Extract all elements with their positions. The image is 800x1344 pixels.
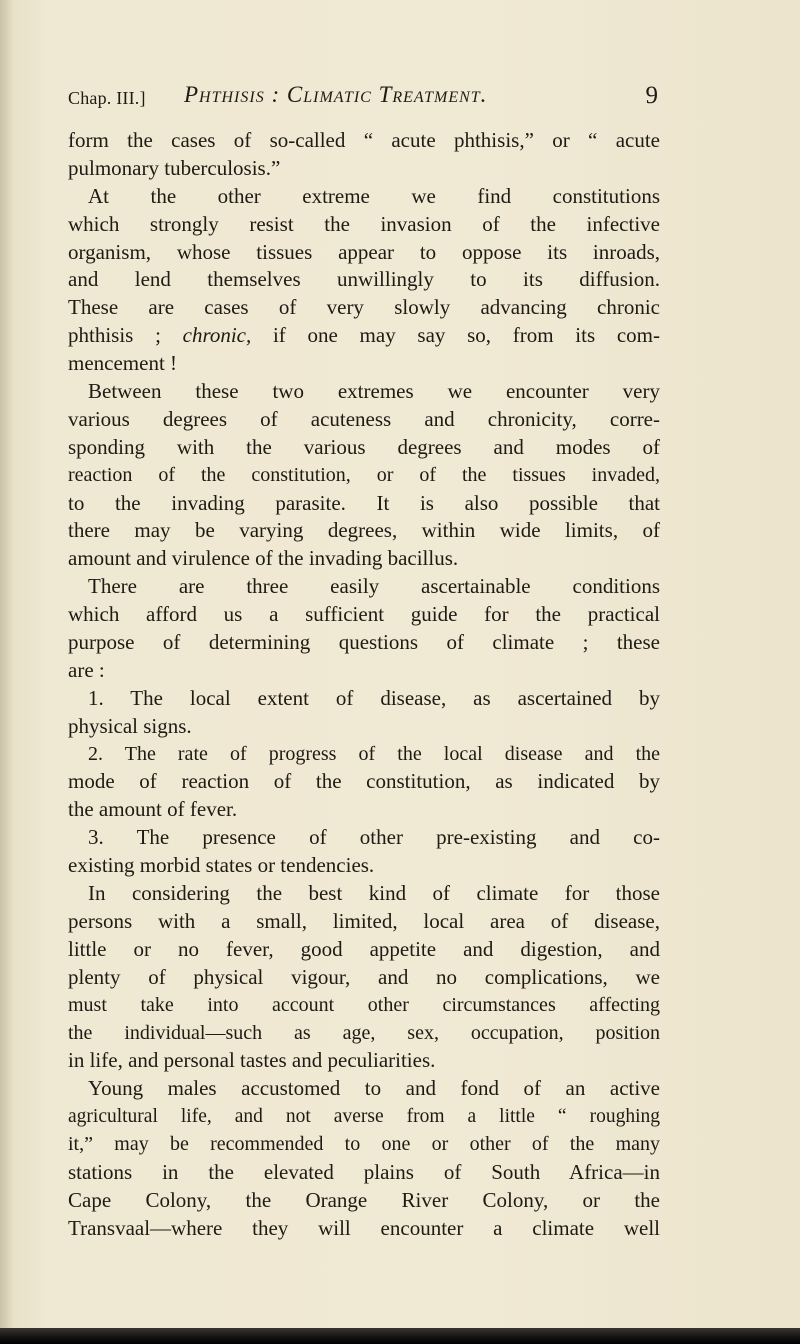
page-gutter-shadow	[0, 0, 14, 1344]
paragraph-start-line: There are three easily ascertainable conditions	[88, 574, 660, 599]
text-line: agricultural life, and not averse from a little “ roughing	[68, 1106, 660, 1128]
text-line: pulmonary tuberculosis.”	[68, 155, 281, 180]
list-item-line: 3. The presence of other pre-existing and co-	[88, 825, 660, 850]
paragraph-start-line: Young males accustomed to and fond of an active	[88, 1076, 660, 1101]
text-line: in life, and personal tastes and peculiarities.	[68, 1048, 436, 1073]
text-line: form the cases of so-called “ acute phthisis,” or “ acute	[68, 128, 660, 152]
text-line: organism, whose tissues appear to oppose its inroads,	[68, 239, 660, 264]
text-line: the amount of fever.	[68, 797, 238, 822]
running-header	[68, 82, 658, 116]
body-text	[68, 127, 660, 1243]
list-item-line: 2. The rate of progress of the local disease and the	[88, 742, 660, 765]
list-item-line: 1. The local extent of disease, as ascertained by	[88, 685, 660, 710]
text-line: amount and virulence of the invading bacillus.	[68, 546, 459, 571]
scan-edge-bar	[0, 1328, 800, 1344]
text-line: which strongly resist the invasion of the infective	[68, 211, 660, 236]
text-line: must take into account other circumstances affecting	[68, 993, 660, 1016]
text-line: which afford us a sufficient guide for the practical	[68, 602, 660, 627]
text-line: there may be varying degrees, within wide limits, of	[68, 518, 660, 543]
text-line: various degrees of acuteness and chronicity, corre-	[68, 406, 660, 431]
chapter-label: Chap. III.]	[68, 88, 146, 108]
text-line: it,” may be recommended to one or other of the many	[68, 1133, 660, 1156]
text-line: sponding with the various degrees and modes of	[68, 434, 660, 459]
text-line: plenty of physical vigour, and no complications, we	[68, 964, 660, 989]
text-line: mode of reaction of the constitution, as indicated by	[68, 769, 660, 794]
text-line: existing morbid states or tendencies.	[68, 853, 375, 878]
text-segment: if one may say so, from its com-	[272, 323, 661, 348]
text-line: stations in the elevated plains of South Africa—in	[68, 1159, 660, 1184]
text-line: Cape Colony, the Orange River Colony, or the	[68, 1187, 660, 1212]
page-number: 9	[645, 82, 658, 109]
text-line: Transvaal—where they will encounter a climate well	[68, 1215, 660, 1240]
paragraph-start-line: At the other extreme we find constitutions	[88, 183, 660, 208]
text-line: are :	[68, 657, 105, 682]
text-line: persons with a small, limited, local area of disease,	[68, 908, 660, 933]
paragraph-start-line: Between these two extremes we encounter very	[88, 379, 660, 404]
text-line: little or no fever, good appetite and digestion, and	[68, 936, 660, 961]
text-line: and lend themselves unwillingly to its diffusion.	[68, 267, 660, 292]
running-title: Phthisis : Climatic Treatment.	[184, 82, 488, 107]
paragraph-start-line: In considering the best kind of climate for those	[88, 881, 660, 906]
text-line	[68, 322, 660, 350]
text-segment: phthisis ;	[68, 323, 161, 348]
text-line: the individual—such as age, sex, occupation, position	[68, 1021, 660, 1044]
emphasis-text: chronic,	[182, 323, 252, 348]
text-line: These are cases of very slowly advancing chronic	[68, 295, 660, 320]
text-line: to the invading parasite. It is also possible that	[68, 490, 660, 515]
text-line: reaction of the constitution, or of the tissues invaded,	[68, 463, 660, 486]
text-line: purpose of determining questions of climate ; these	[68, 630, 660, 655]
text-line: physical signs.	[68, 713, 192, 738]
text-line: mencement !	[68, 351, 178, 376]
